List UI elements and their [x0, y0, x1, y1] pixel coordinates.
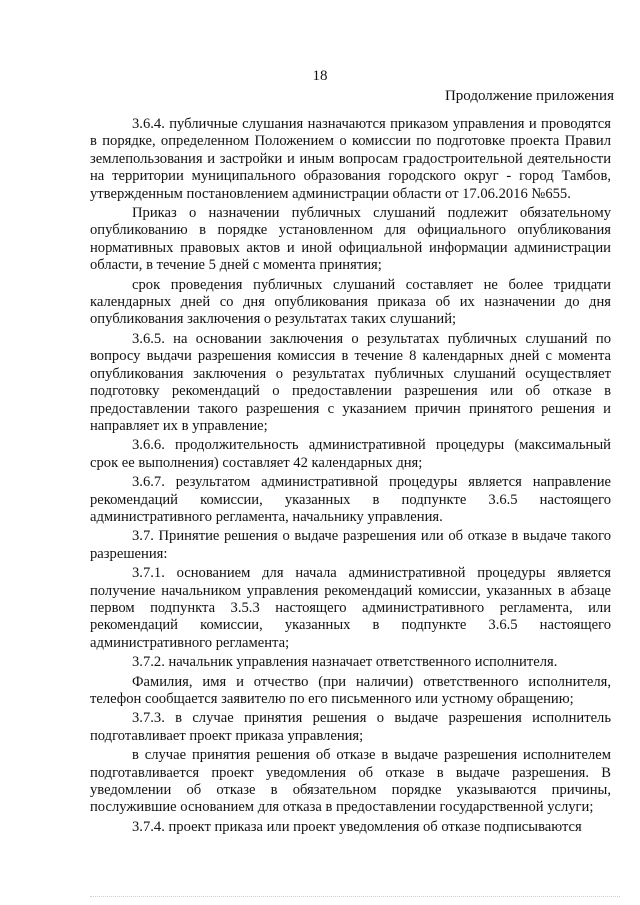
paragraph-3-6-7: 3.6.7. результатом административной процедуры является направление рекомендаций комиссии, указанных в подпункте 3.6.5 настоящего административного регламента, начальнику управления.	[90, 474, 611, 525]
paragraph-publication-order: Приказ о назначении публичных слушаний подлежит обязательному опубликованию в порядке установленном для официального опубликования нормативных правовых актов и иной официальной информации администрации области, в течение 5 дней с момента принятия;	[90, 205, 611, 274]
paragraph-hearing-duration: срок проведения публичных слушаний составляет не более тридцати календарных дней со дня опубликования приказа об их назначении до дня опубликования заключения о результатах таких слушаний;	[90, 276, 611, 328]
paragraph-3-6-5: 3.6.5. на основании заключения о результатах публичных слушаний по вопросу выдачи разрешения комиссия в течение 8 календарных дней с момента опубликования заключения о результатах публичных слушаний осуществляет подготовку рекомендаций о предоставлении разрешения или об отказе в предоставлении такого разрешения с указанием причин принятого решения и направляет их в управление;	[90, 330, 611, 434]
paragraph-3-7-1: 3.7.1. основанием для начала административной процедуры является получение начальником управления рекомендаций комиссии, указанных в абзаце первом подпункта 3.5.3 настоящего административного регламента, или рекомендаций комиссии, указанных в подпункте 3.6.5 настоящего административного регламента;	[90, 565, 611, 651]
page-number: 18	[312, 68, 328, 84]
paragraph-3-6-4: 3.6.4. публичные слушания назначаются приказом управления и проводятся в порядке, определенном Положением о комиссии по подготовке проекта Правил землепользования и застройки и иным вопросам градостроительной деятельности на территории муниципального образования городского округ - город Тамбов, утвержденным постановлением администрации области от 17.06.2016 №655.	[90, 116, 611, 202]
paragraph-3-7-4: 3.7.4. проект приказа или проект уведомления об отказе подписываются	[132, 818, 582, 835]
document-body	[90, 116, 611, 836]
paragraph-3-7-3: 3.7.3. в случае принятия решения о выдаче разрешения исполнитель подготавливает проект приказа управления;	[90, 710, 611, 744]
scan-edge-marks	[90, 896, 620, 899]
continuation-label: Продолжение приложения	[444, 88, 614, 104]
paragraph-refusal-notice: в случае принятия решения об отказе в выдаче разрешения исполнителем подготавливается проект уведомления об отказе в выдаче разрешения. В уведомлении об отказе в обязательном порядке указываются причины, послужившие основанием для отказа в предоставлении государственной услуги;	[90, 747, 611, 816]
paragraph-3-7-2: 3.7.2. начальник управления назначает ответственного исполнителя.	[132, 654, 558, 671]
paragraph-executor-contact: Фамилия, имя и отчество (при наличии) ответственного исполнителя, телефон сообщается заявителю по его письменного или устному обращению;	[90, 673, 611, 707]
paragraph-3-7: 3.7. Принятие решения о выдаче разрешения или об отказе в выдаче такого разрешения:	[90, 528, 611, 562]
paragraph-3-6-6: 3.6.6. продолжительность административной процедуры (максимальный срок ее выполнения) составляет 42 календарных дня;	[90, 437, 611, 471]
